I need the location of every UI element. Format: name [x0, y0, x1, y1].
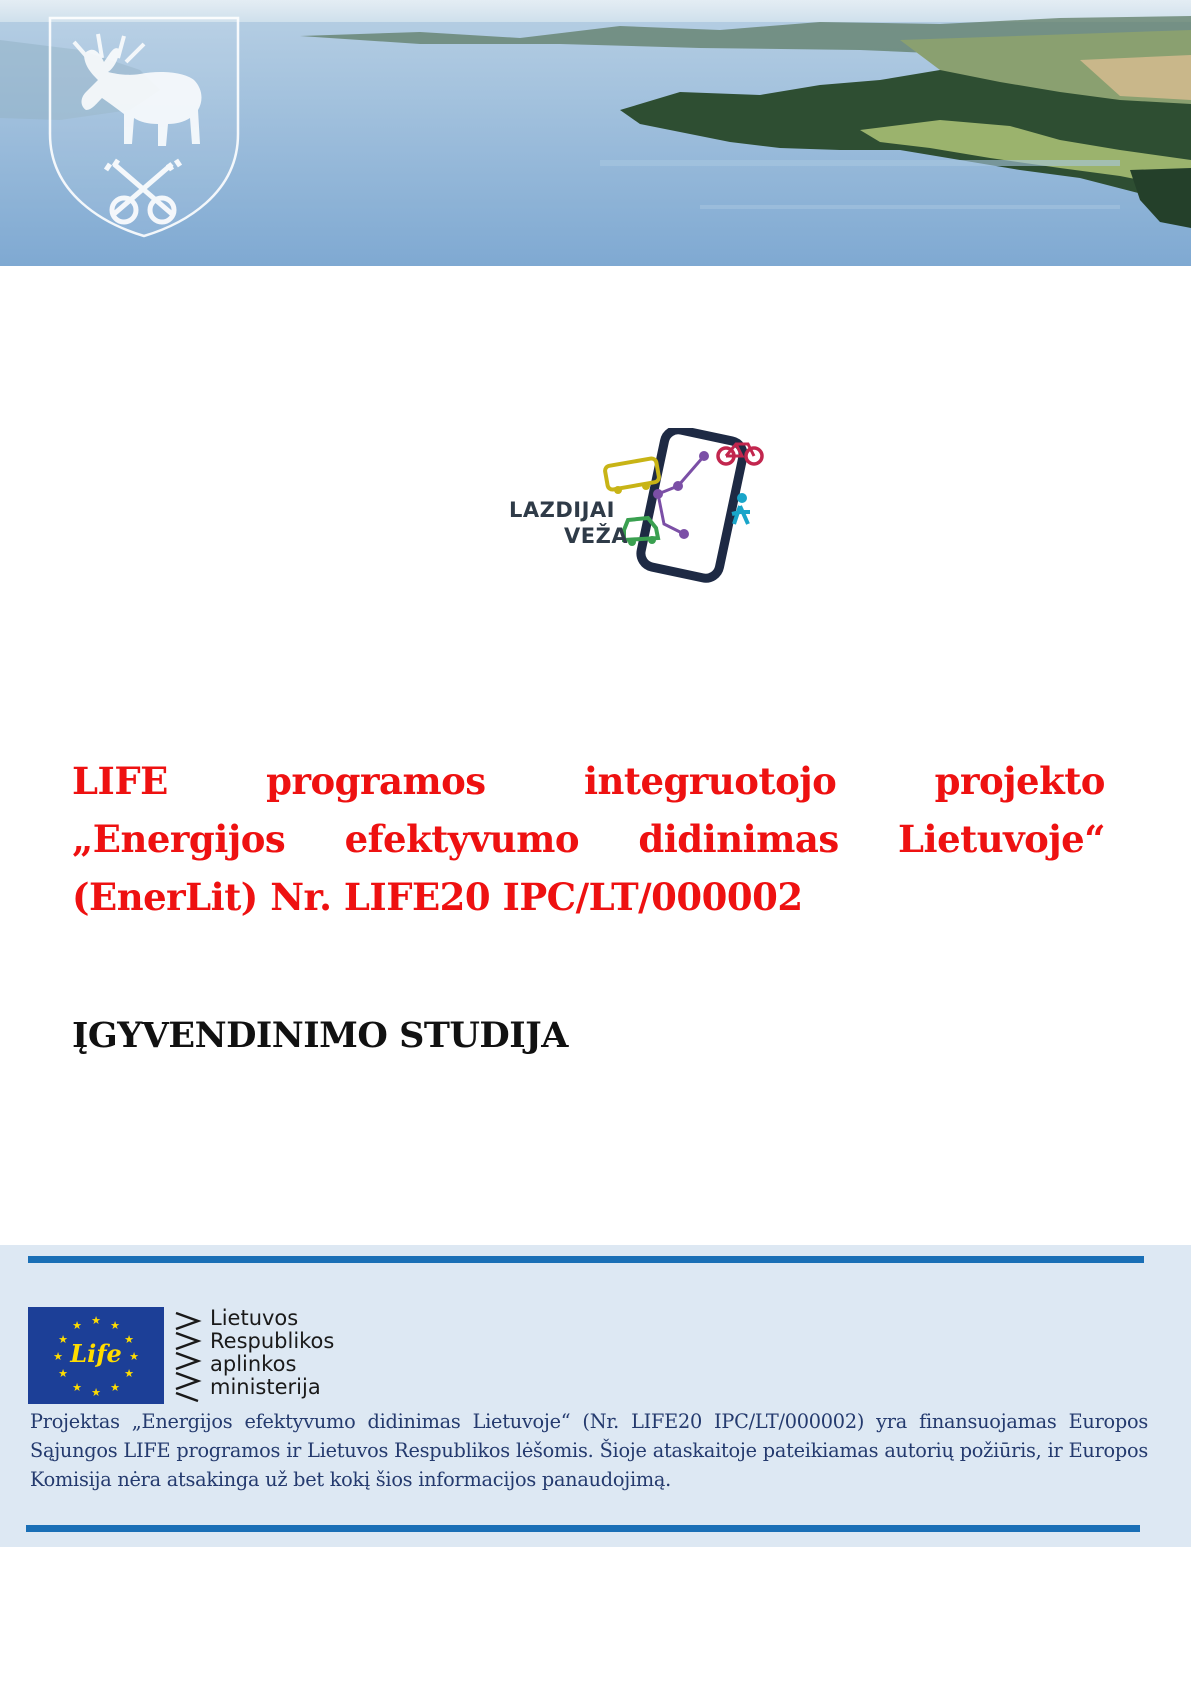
header-banner-photo	[0, 0, 1191, 266]
svg-text:★: ★	[53, 1350, 63, 1363]
footer-bottom-rule	[26, 1525, 1140, 1532]
svg-text:★: ★	[110, 1381, 120, 1394]
svg-text:★: ★	[72, 1381, 82, 1394]
logo-text-veza: VEŽA	[564, 524, 629, 548]
title-line-3: (EnerLit) Nr. LIFE20 IPC/LT/000002	[72, 875, 803, 919]
ministry-line-2: Respublikos	[210, 1329, 335, 1353]
coat-of-arms-shield-icon	[44, 14, 244, 239]
svg-text:★: ★	[129, 1350, 139, 1363]
ministry-logo	[172, 1307, 372, 1407]
ministry-name	[210, 1307, 334, 1399]
funding-disclaimer: Projektas „Energijos efektyvumo didinimas Lietuvoje“ (Nr. LIFE20 IPC/LT/000002) yra finansuojamas Europos Sąjungos LIFE programos ir Lietuvos Respublikos lėšomis. Šioje ataskaitoje pateikiamas autorių požiūris, ir Europos Komisija nėra atsakinga už bet kokį šios informacijos panaudojimą.	[30, 1410, 1148, 1491]
svg-text:★: ★	[58, 1367, 68, 1380]
life-logo-text: Life	[70, 1339, 122, 1368]
logo-text-lazdijai: LAZDIJAI	[509, 498, 615, 522]
svg-text:★: ★	[58, 1333, 68, 1346]
svg-text:★: ★	[110, 1319, 120, 1332]
svg-text:★: ★	[72, 1319, 82, 1332]
ministry-line-4: ministerija	[210, 1375, 321, 1399]
lazdijai-veza-logo	[508, 428, 768, 588]
ministry-emblem-icon	[172, 1307, 206, 1407]
footer-funding-block	[0, 1245, 1191, 1547]
footer-top-rule	[28, 1256, 1144, 1263]
title-line-2: „Energijos efektyvumo didinimas Lietuvoje“	[72, 817, 1105, 861]
ministry-line-1: Lietuvos	[210, 1306, 299, 1330]
svg-text:★: ★	[91, 1386, 101, 1399]
svg-text:★: ★	[124, 1367, 134, 1380]
title-line-1: LIFE programos integruotojo projekto	[72, 759, 1105, 803]
eu-life-logo	[28, 1307, 164, 1404]
svg-text:★: ★	[124, 1333, 134, 1346]
document-title	[72, 752, 1105, 926]
svg-text:★: ★	[91, 1314, 101, 1327]
document-subtitle: ĮGYVENDINIMO STUDIJA	[72, 1015, 568, 1056]
ministry-line-3: aplinkos	[210, 1352, 297, 1376]
